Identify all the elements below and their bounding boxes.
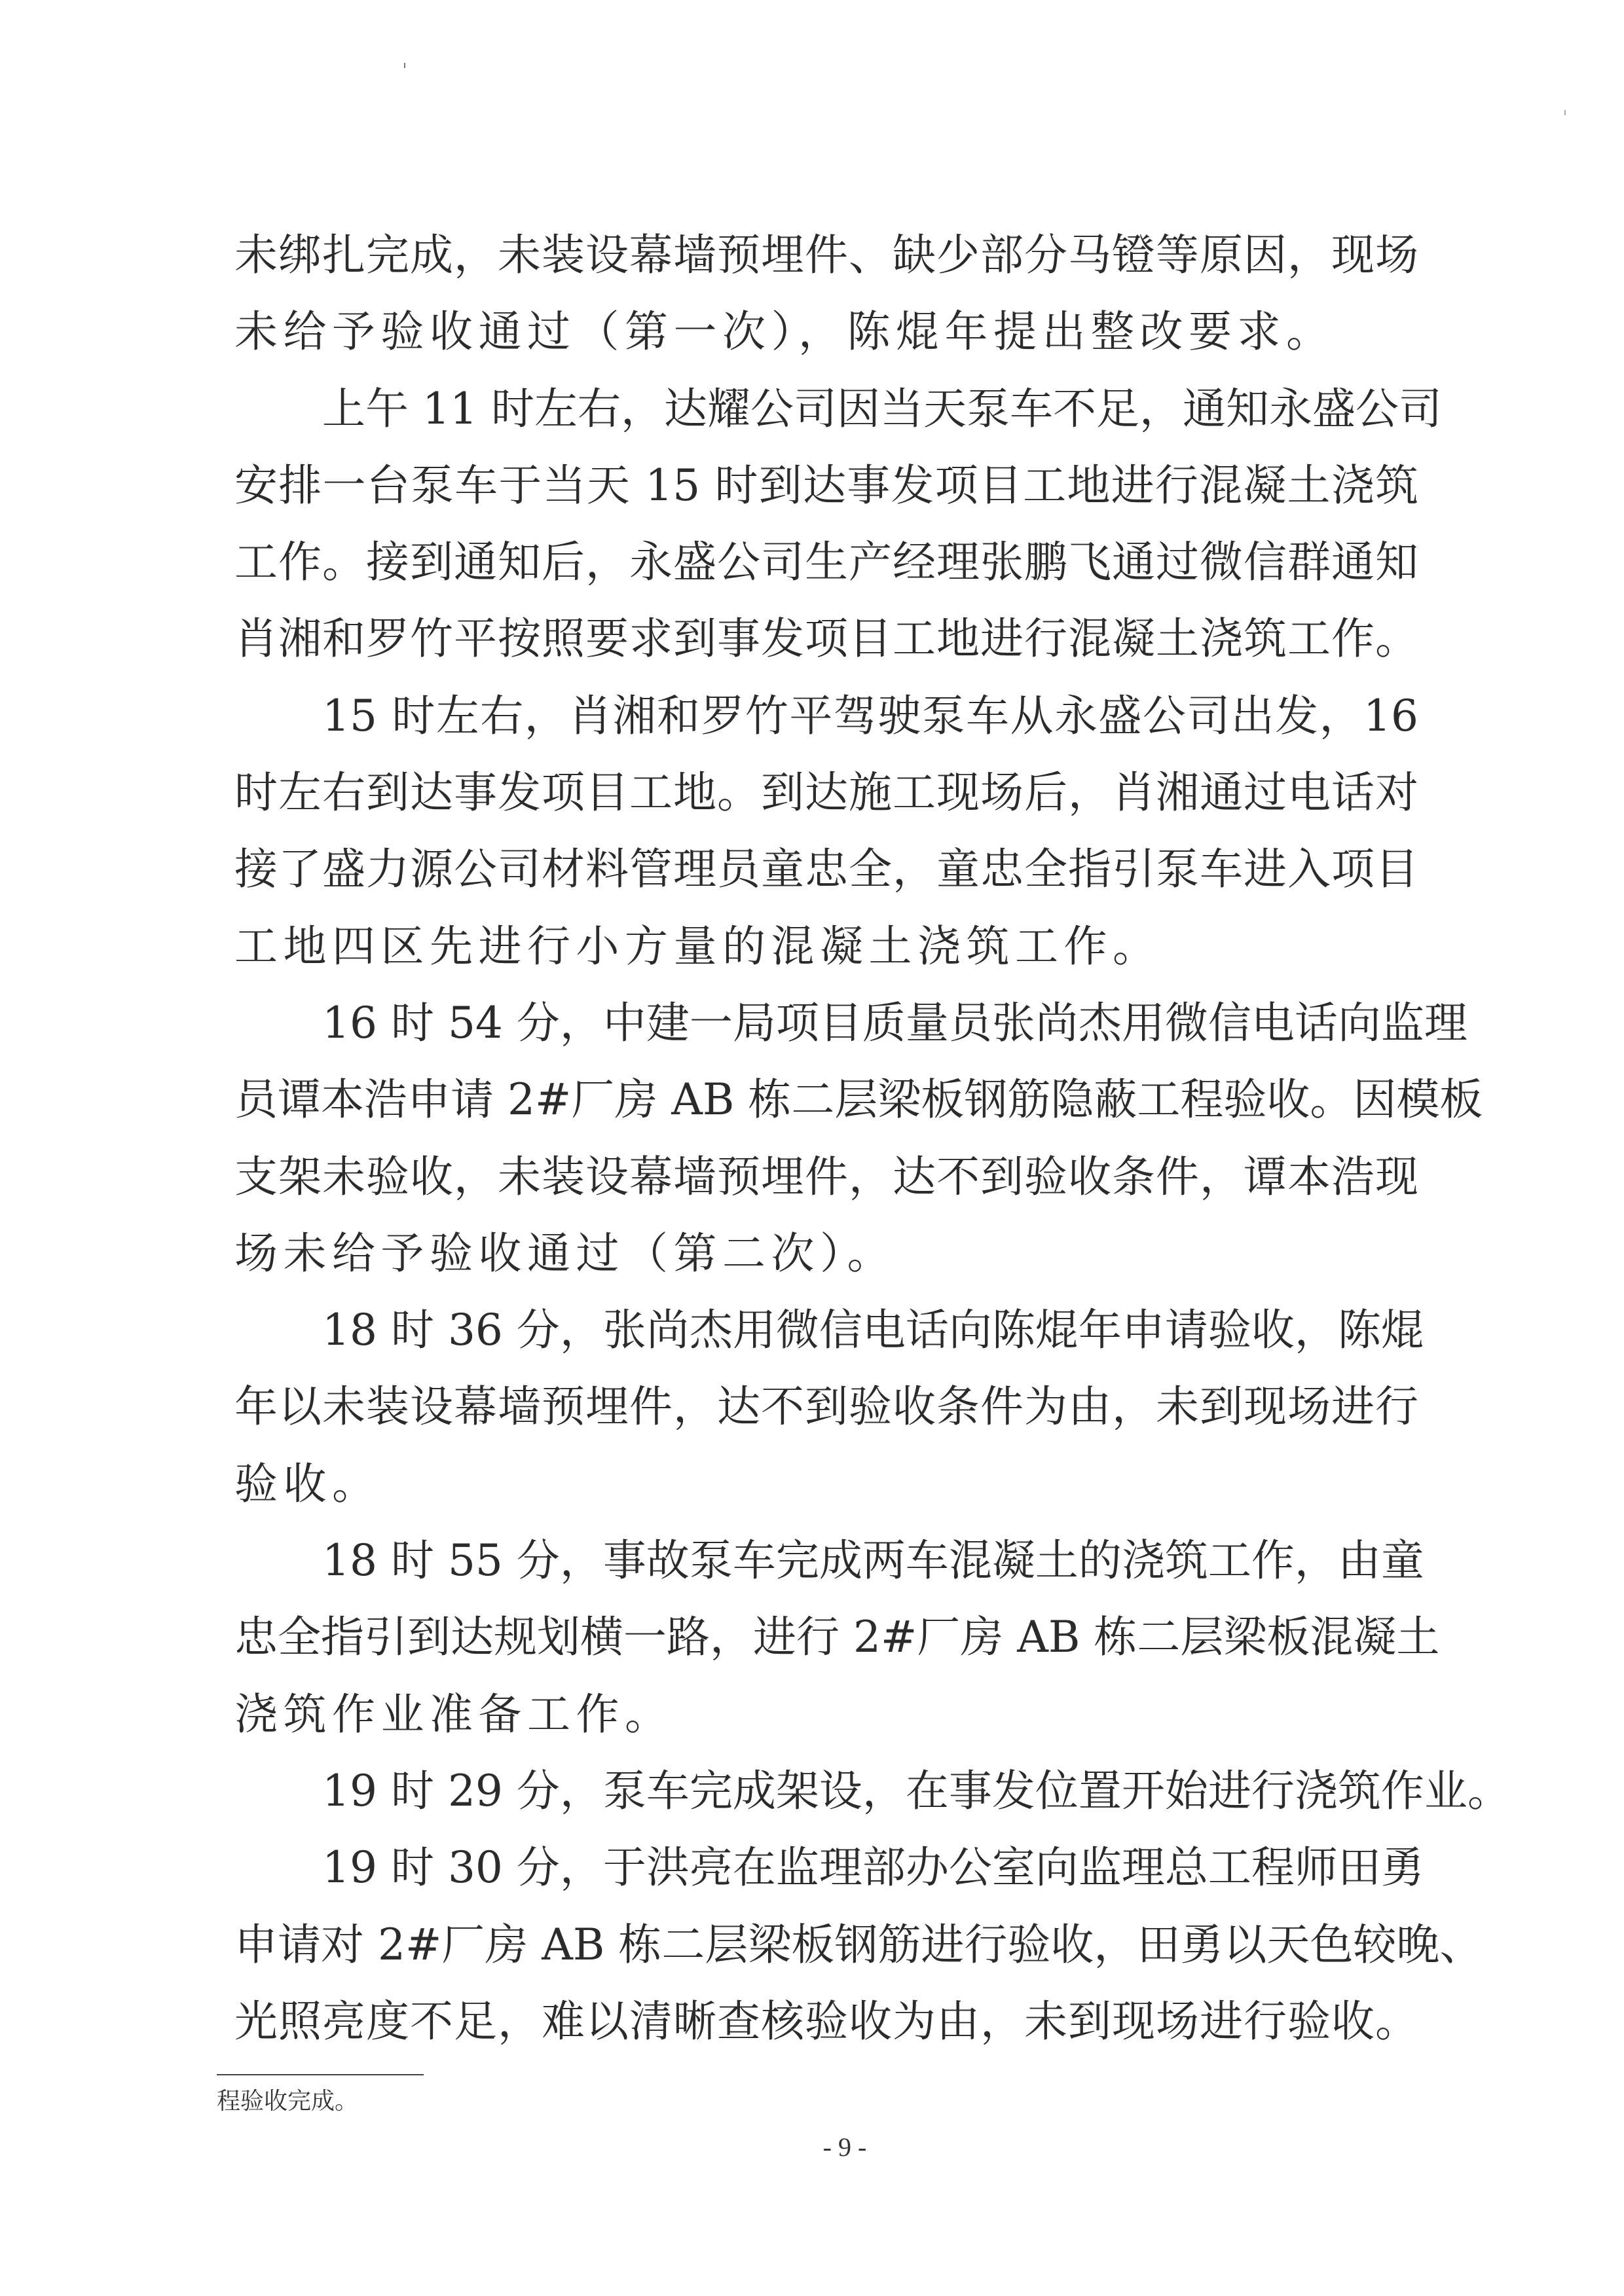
body-line: 上午 11 时左右，达耀公司因当天泵车不足，通知永盛公司 <box>322 383 1442 434</box>
body-line: 工地四区先进行小方量的混凝土浇筑工作。 <box>234 920 1162 972</box>
body-line: 场未给予验收通过（第二次）。 <box>234 1228 896 1279</box>
page-number: - 9 - <box>822 2132 867 2162</box>
footnote-divider <box>217 2074 424 2075</box>
body-line: 支架未验收，未装设幕墙预埋件，达不到验收条件，谭本浩现 <box>234 1151 1418 1202</box>
body-line: 验收。 <box>234 1458 381 1509</box>
body-line: 年以未装设幕墙预埋件，达不到验收条件为由，未到现场进行 <box>234 1381 1418 1432</box>
body-line: 工作。接到通知后，永盛公司生产经理张鹏飞通过微信群通知 <box>234 537 1418 588</box>
body-line: 19 时 30 分，于洪亮在监理部办公室向监理总工程师田勇 <box>322 1842 1424 1893</box>
body-line: 15 时左右，肖湘和罗竹平驾驶泵车从永盛公司出发，16 <box>322 690 1418 741</box>
body-line: 申请对 2#厂房 AB 栋二层梁板钢筋进行验收，田勇以天色较晚、 <box>234 1919 1483 1970</box>
body-line: 18 时 36 分，张尚杰用微信电话向陈焜年申请验收，陈焜 <box>322 1305 1424 1356</box>
body-line: 肖湘和罗竹平按照要求到事发项目工地进行混凝土浇筑工作。 <box>234 613 1418 665</box>
body-line: 光照亮度不足，难以清晰查核验收为由，未到现场进行验收。 <box>234 1995 1418 2047</box>
body-text <box>234 217 1511 2060</box>
body-line: 接了盛力源公司材料管理员童忠全，童忠全指引泵车进入项目 <box>234 844 1418 895</box>
body-line: 18 时 55 分，事故泵车完成两车混凝土的浇筑工作，由童 <box>322 1535 1424 1586</box>
scan-speck-top-right <box>1564 110 1566 115</box>
body-line: 未给予验收通过（第一次），陈焜年提出整改要求。 <box>234 306 1335 357</box>
body-line: 忠全指引到达规划横一路，进行 2#厂房 AB 栋二层梁板混凝土 <box>234 1612 1440 1663</box>
body-line: 员谭本浩申请 2#厂房 AB 栋二层梁板钢筋隐蔽工程验收。因模板 <box>234 1074 1483 1125</box>
body-line: 安排一台泵车于当天 15 时到达事发项目工地进行混凝土浇筑 <box>234 460 1418 511</box>
scan-speck-top-left <box>404 63 405 68</box>
body-line: 时左右到达事发项目工地。到达施工现场后，肖湘通过电话对 <box>234 767 1418 818</box>
body-line: 未绑扎完成，未装设幕墙预埋件、缺少部分马镫等原因，现场 <box>234 230 1418 280</box>
body-line: 浇筑作业准备工作。 <box>234 1688 674 1740</box>
body-line: 19 时 29 分，泵车完成架设，在事发位置开始进行浇筑作业。 <box>322 1765 1511 1816</box>
body-line: 16 时 54 分，中建一局项目质量员张尚杰用微信电话向监理 <box>322 997 1467 1048</box>
footnote-text: 程验收完成。 <box>217 2088 359 2115</box>
